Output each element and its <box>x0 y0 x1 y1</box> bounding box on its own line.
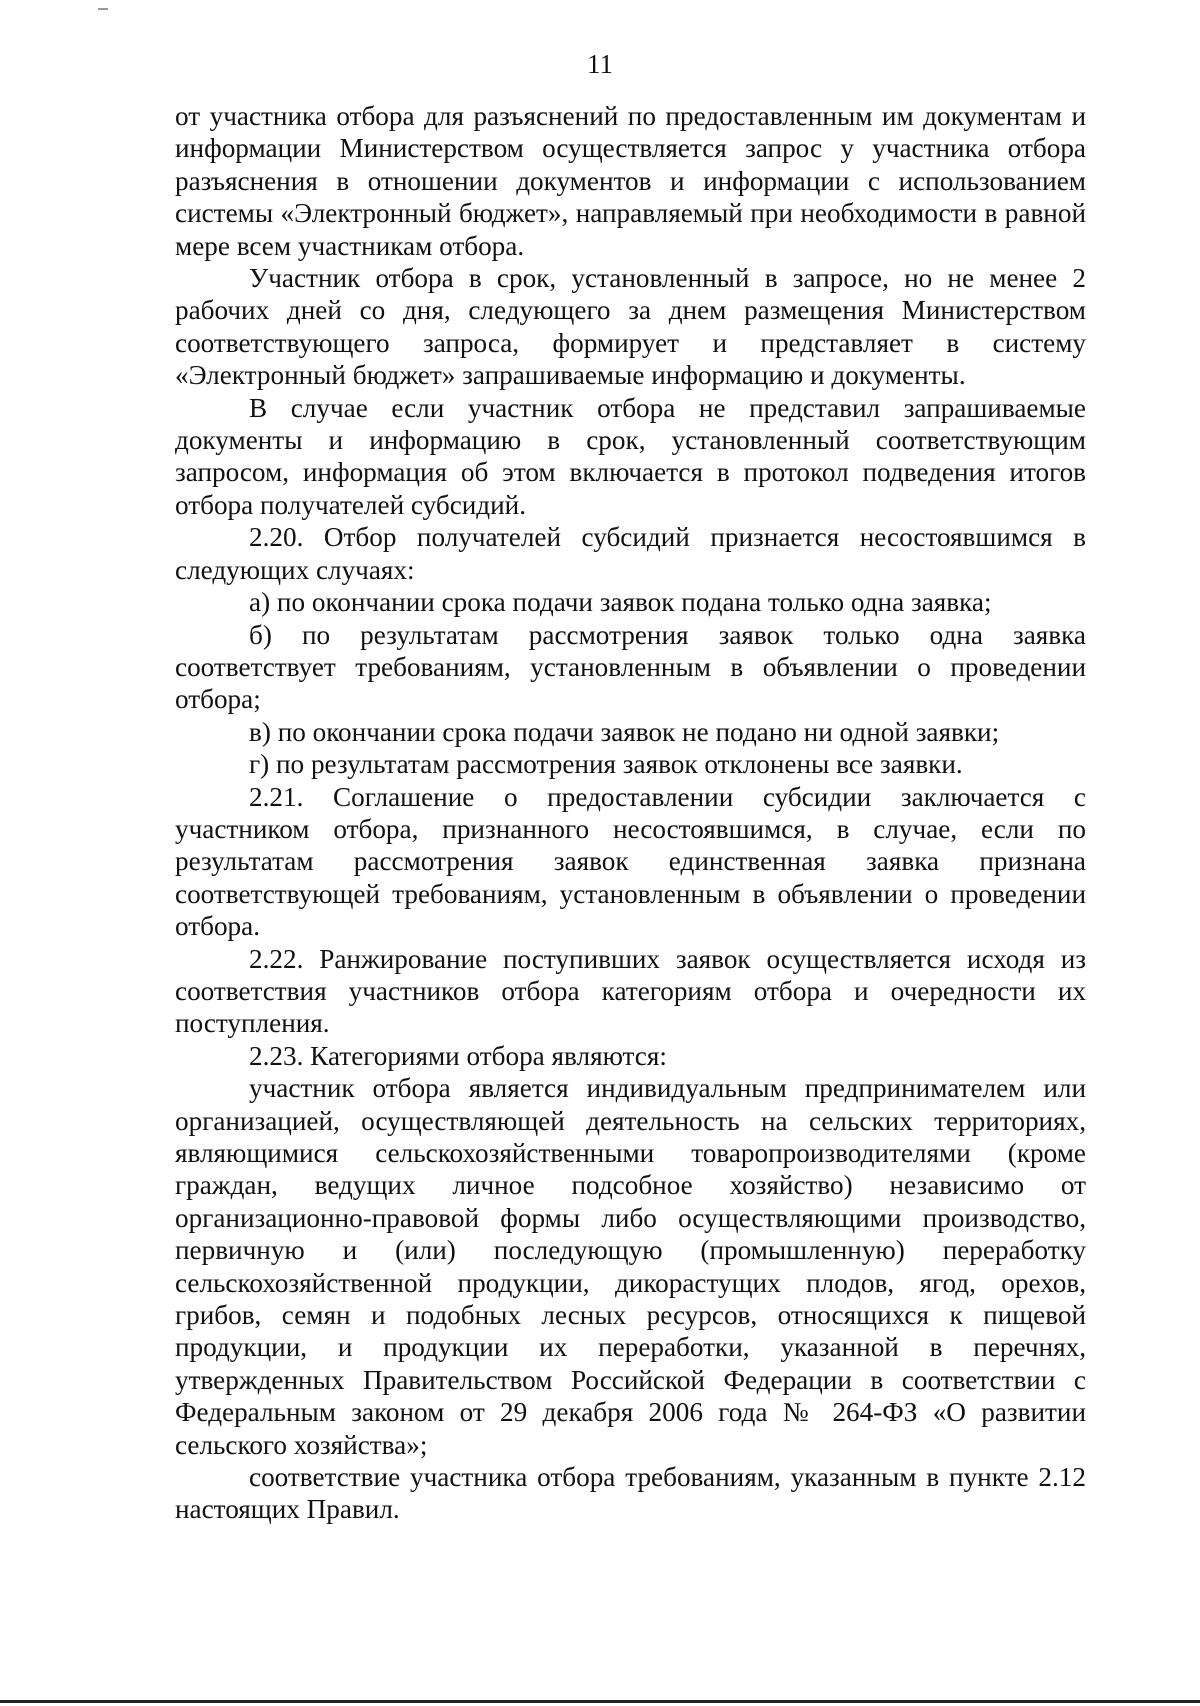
document-body <box>175 100 1086 1526</box>
clause-2-20: 2.20. Отбор получателей субсидий признается несостоявшимся в следующих случаях: <box>175 522 1086 585</box>
category-2: соответствие участника отбора требованиям, указанным в пункте 2.12 настоящих Правил. <box>175 1462 1086 1525</box>
paragraph: В случае если участник отбора не представил запрашиваемые документы и информацию в срок, установленный соответствующим запросом, информация об этом включается в протокол подведения итогов отбора получателей субсидий. <box>175 392 1086 520</box>
paragraph-continuation: от участника отбора для разъяснений по предоставленным им документам и информации Министерством осуществляется запрос у участника отбора разъяснения в отношении документов и информации с использованием системы «Электронный бюджет», направляемый при необходимости в равной мере всем участникам отбора. <box>175 101 1086 261</box>
paragraph: Участник отбора в срок, установленный в запросе, но не менее 2 рабочих дней со дня, следующего за днем размещения Министерством соответствующего запроса, формирует и представляет в систему «Электронный бюджет» запрашиваемые информацию и документы. <box>175 263 1086 391</box>
clause-2-21: 2.21. Соглашение о предоставлении субсидии заключается с участником отбора, признанного несостоявшимся, в случае, если по результатам рассмотрения заявок единственная заявка признана соответствующей требованиям, установленным в объявлении о проведении отбора. <box>175 781 1086 942</box>
list-item-b: б) по результатам рассмотрения заявок только одна заявка соответствует требованиям, установленным в объявлении о проведении отбора; <box>175 619 1086 715</box>
list-item-v: в) по окончании срока подачи заявок не подано ни одной заявки; <box>249 716 1000 747</box>
page-number: 11 <box>587 49 613 79</box>
category-1: участник отбора является индивидуальным предпринимателем или организацией, осуществляющей деятельность на сельских территориях, являющимися сельскохозяйственными товаропроизводителями (кроме граждан, ведущих личное подсобное хозяйство) независимо от организационно-правовой формы либо осуществляющими производство, первичную и (или) последующую (промышленную) переработку сельскохозяйственной продукции, дикорастущих плодов, ягод, орехов, грибов, семян и подобных лесных ресурсов, относящихся к пищевой продукции, и продукции их переработки, указанной в перечнях, утвержденных Правительством Российской Федерации в соответствии с Федеральным законом от 29 декабря 2006 года № 264-ФЗ «О развитии сельского хозяйства»; <box>175 1073 1086 1460</box>
clause-2-23: 2.23. Категориями отбора являются: <box>249 1040 667 1071</box>
list-item-g: г) по результатам рассмотрения заявок отклонены все заявки. <box>249 749 963 780</box>
page-bottom-edge <box>0 1700 1200 1703</box>
list-item-a: а) по окончании срока подачи заявок подана только одна заявка; <box>249 587 992 618</box>
clause-2-22: 2.22. Ранжирование поступивших заявок осуществляется исходя из соответствия участников отбора категориям отбора и очередности их поступления. <box>175 943 1086 1039</box>
scan-mark <box>98 8 108 10</box>
